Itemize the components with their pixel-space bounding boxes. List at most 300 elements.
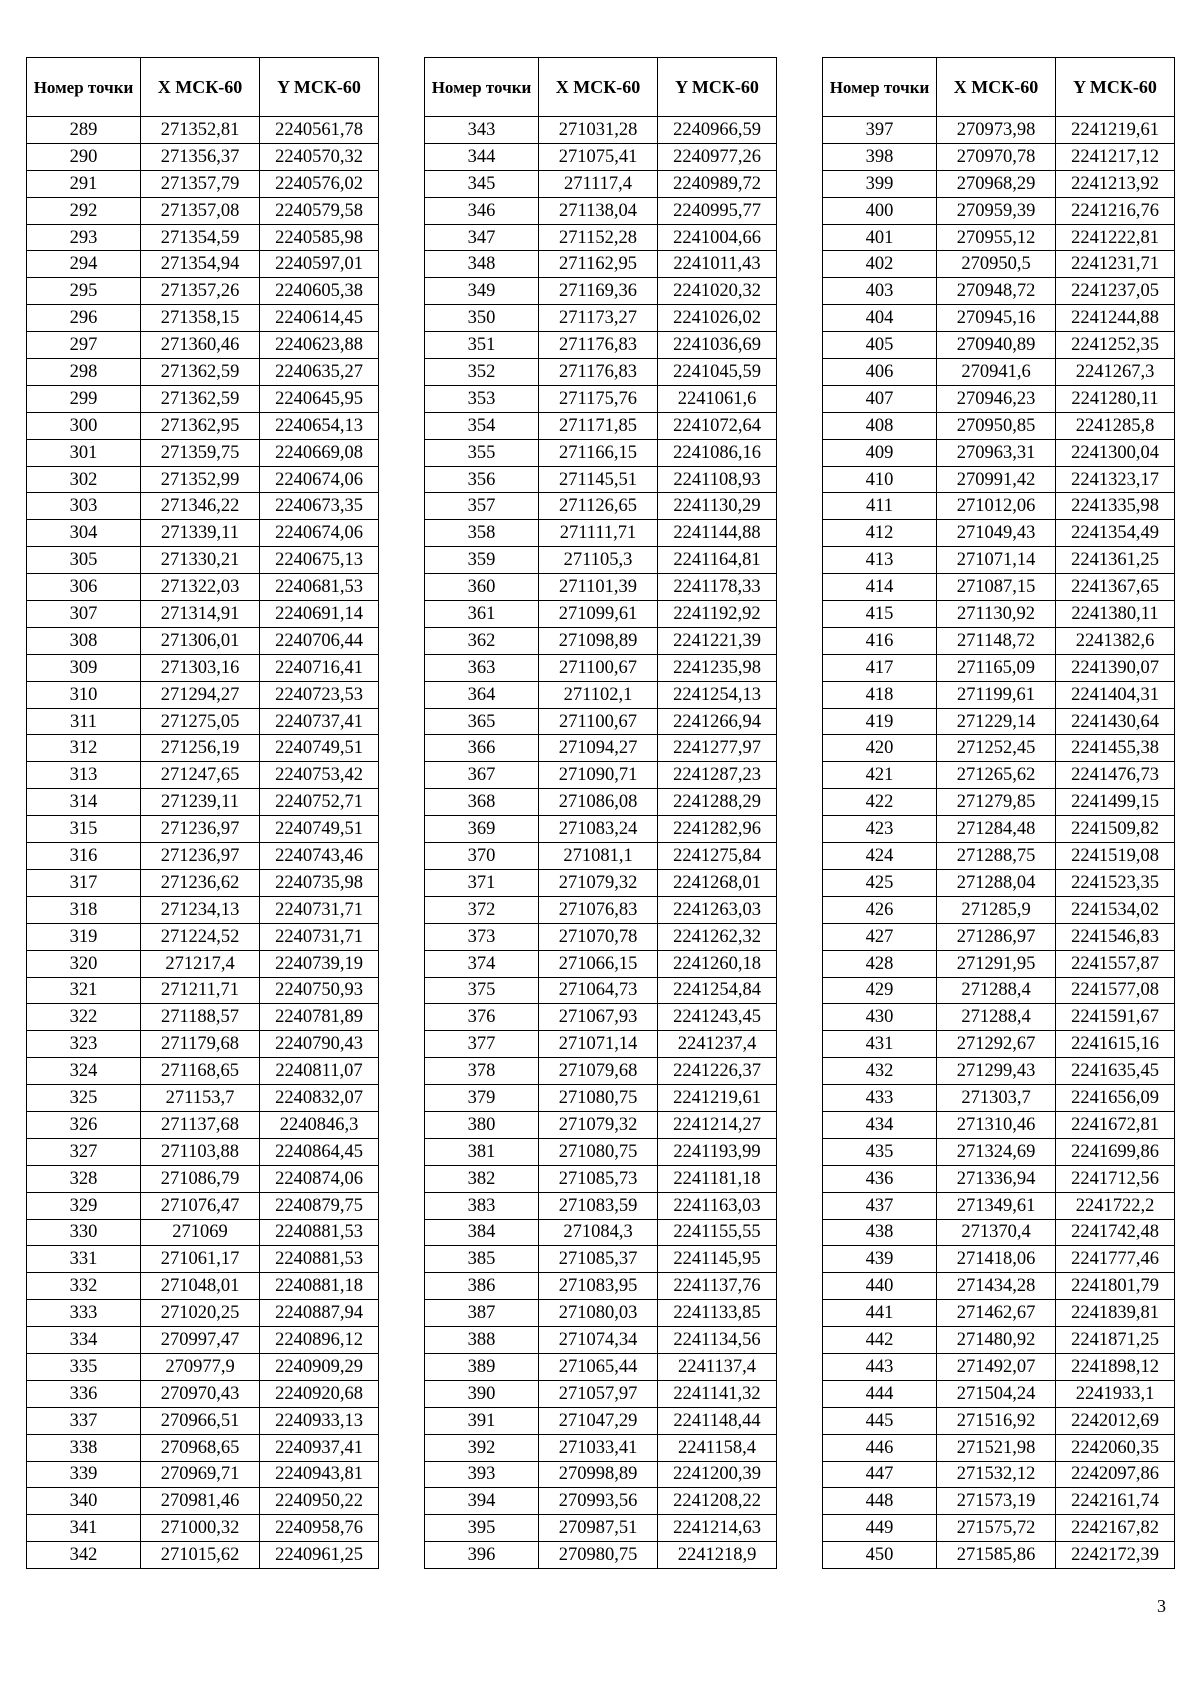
- table-row: [27, 789, 379, 816]
- point-number-cell: 357: [425, 493, 539, 520]
- table-row: [425, 789, 777, 816]
- x-coordinate-cell: 271103,88: [141, 1138, 260, 1165]
- point-number-cell: 376: [425, 1004, 539, 1031]
- table-row: [823, 1111, 1175, 1138]
- y-coordinate-cell: 2240781,89: [260, 1004, 379, 1031]
- point-number-cell: 442: [823, 1327, 937, 1354]
- table-row: [27, 1085, 379, 1112]
- y-coordinate-cell: 2241061,6: [658, 385, 777, 412]
- point-number-cell: 397: [823, 117, 937, 144]
- x-coordinate-cell: 270940,89: [937, 332, 1056, 359]
- point-number-cell: 372: [425, 896, 539, 923]
- x-coordinate-cell: 271057,97: [539, 1380, 658, 1407]
- x-coordinate-cell: 271239,11: [141, 789, 260, 816]
- table-row: [27, 1353, 379, 1380]
- header-y: Y МСК-60: [658, 58, 777, 117]
- point-number-cell: 425: [823, 869, 937, 896]
- y-coordinate-cell: 2241072,64: [658, 412, 777, 439]
- point-number-cell: 399: [823, 170, 937, 197]
- point-number-cell: 332: [27, 1273, 141, 1300]
- table-row: [27, 708, 379, 735]
- point-number-cell: 293: [27, 224, 141, 251]
- x-coordinate-cell: 271033,41: [539, 1434, 658, 1461]
- x-coordinate-cell: 270970,43: [141, 1380, 260, 1407]
- x-coordinate-cell: 271352,99: [141, 466, 260, 493]
- table-row: [425, 493, 777, 520]
- y-coordinate-cell: 2241933,1: [1056, 1380, 1175, 1407]
- point-number-cell: 355: [425, 439, 539, 466]
- x-coordinate-cell: 271179,68: [141, 1031, 260, 1058]
- point-number-cell: 302: [27, 466, 141, 493]
- table-row: [425, 1004, 777, 1031]
- table-row: [823, 1273, 1175, 1300]
- y-coordinate-cell: 2241390,07: [1056, 654, 1175, 681]
- y-coordinate-cell: 2241546,83: [1056, 923, 1175, 950]
- table-row: [823, 466, 1175, 493]
- point-number-cell: 319: [27, 923, 141, 950]
- y-coordinate-cell: 2241137,76: [658, 1273, 777, 1300]
- table-row: [823, 1300, 1175, 1327]
- table-row: [823, 1004, 1175, 1031]
- table-row: [823, 305, 1175, 332]
- y-coordinate-cell: 2241004,66: [658, 224, 777, 251]
- point-number-cell: 315: [27, 816, 141, 843]
- x-coordinate-cell: 271279,85: [937, 789, 1056, 816]
- point-number-cell: 391: [425, 1407, 539, 1434]
- point-number-cell: 340: [27, 1488, 141, 1515]
- point-number-cell: 373: [425, 923, 539, 950]
- table-row: [425, 923, 777, 950]
- y-coordinate-cell: 2241218,9: [658, 1542, 777, 1569]
- y-coordinate-cell: 2241108,93: [658, 466, 777, 493]
- x-coordinate-cell: 271306,01: [141, 627, 260, 654]
- point-number-cell: 417: [823, 654, 937, 681]
- x-coordinate-cell: 270968,65: [141, 1434, 260, 1461]
- table-row: [27, 923, 379, 950]
- point-number-cell: 438: [823, 1219, 937, 1246]
- point-number-cell: 371: [425, 869, 539, 896]
- point-number-cell: 370: [425, 843, 539, 870]
- point-number-cell: 419: [823, 708, 937, 735]
- x-coordinate-cell: 271071,14: [539, 1031, 658, 1058]
- y-coordinate-cell: 2240691,14: [260, 601, 379, 628]
- x-coordinate-cell: 271346,22: [141, 493, 260, 520]
- table-row: [823, 789, 1175, 816]
- table-row: [27, 493, 379, 520]
- header-point-number: Номер точки: [27, 58, 141, 117]
- point-number-cell: 292: [27, 197, 141, 224]
- y-coordinate-cell: 2240881,18: [260, 1273, 379, 1300]
- y-coordinate-cell: 2241577,08: [1056, 977, 1175, 1004]
- x-coordinate-cell: 271229,14: [937, 708, 1056, 735]
- x-coordinate-cell: 270968,29: [937, 170, 1056, 197]
- y-coordinate-cell: 2241252,35: [1056, 332, 1175, 359]
- point-number-cell: 351: [425, 332, 539, 359]
- point-number-cell: 364: [425, 681, 539, 708]
- point-number-cell: 339: [27, 1461, 141, 1488]
- table-row: [823, 332, 1175, 359]
- x-coordinate-cell: 271357,26: [141, 278, 260, 305]
- y-coordinate-cell: 2241193,99: [658, 1138, 777, 1165]
- y-coordinate-cell: 2241557,87: [1056, 950, 1175, 977]
- x-coordinate-cell: 271176,83: [539, 359, 658, 386]
- header-row: [27, 58, 379, 117]
- point-number-cell: 385: [425, 1246, 539, 1273]
- y-coordinate-cell: 2241026,02: [658, 305, 777, 332]
- point-number-cell: 361: [425, 601, 539, 628]
- table-row: [27, 170, 379, 197]
- x-coordinate-cell: 271137,68: [141, 1111, 260, 1138]
- table-row: [425, 843, 777, 870]
- table-row: [823, 1515, 1175, 1542]
- point-number-cell: 309: [27, 654, 141, 681]
- point-number-cell: 289: [27, 117, 141, 144]
- table-row: [425, 412, 777, 439]
- x-coordinate-cell: 271162,95: [539, 251, 658, 278]
- x-coordinate-cell: 271086,08: [539, 789, 658, 816]
- y-coordinate-cell: 2241134,56: [658, 1327, 777, 1354]
- point-number-cell: 312: [27, 735, 141, 762]
- point-number-cell: 432: [823, 1058, 937, 1085]
- table-row: [425, 1461, 777, 1488]
- x-coordinate-cell: 270997,47: [141, 1327, 260, 1354]
- point-number-cell: 314: [27, 789, 141, 816]
- point-number-cell: 447: [823, 1461, 937, 1488]
- x-coordinate-cell: 271362,95: [141, 412, 260, 439]
- table-row: [823, 923, 1175, 950]
- x-coordinate-cell: 271083,59: [539, 1192, 658, 1219]
- y-coordinate-cell: 2241455,38: [1056, 735, 1175, 762]
- x-coordinate-cell: 271265,62: [937, 762, 1056, 789]
- table-row: [27, 547, 379, 574]
- table-row: [27, 1434, 379, 1461]
- coordinate-tables: [26, 57, 1174, 1577]
- table-row: [27, 412, 379, 439]
- y-coordinate-cell: 2241036,69: [658, 332, 777, 359]
- y-coordinate-cell: 2241280,11: [1056, 385, 1175, 412]
- x-coordinate-cell: 271434,28: [937, 1273, 1056, 1300]
- point-number-cell: 291: [27, 170, 141, 197]
- y-coordinate-cell: 2240731,71: [260, 896, 379, 923]
- point-number-cell: 398: [823, 143, 937, 170]
- point-number-cell: 300: [27, 412, 141, 439]
- y-coordinate-cell: 2241144,88: [658, 520, 777, 547]
- x-coordinate-cell: 271148,72: [937, 627, 1056, 654]
- table-row: [823, 654, 1175, 681]
- table-row: [823, 869, 1175, 896]
- y-coordinate-cell: 2240739,19: [260, 950, 379, 977]
- y-coordinate-cell: 2241277,97: [658, 735, 777, 762]
- y-coordinate-cell: 2240950,22: [260, 1488, 379, 1515]
- y-coordinate-cell: 2242097,86: [1056, 1461, 1175, 1488]
- x-coordinate-cell: 271362,59: [141, 359, 260, 386]
- y-coordinate-cell: 2241476,73: [1056, 762, 1175, 789]
- y-coordinate-cell: 2240675,13: [260, 547, 379, 574]
- y-coordinate-cell: 2241148,44: [658, 1407, 777, 1434]
- point-number-cell: 320: [27, 950, 141, 977]
- x-coordinate-cell: 271130,92: [937, 601, 1056, 628]
- point-number-cell: 411: [823, 493, 937, 520]
- y-coordinate-cell: 2241282,96: [658, 816, 777, 843]
- x-coordinate-cell: 271188,57: [141, 1004, 260, 1031]
- x-coordinate-cell: 271294,27: [141, 681, 260, 708]
- table-row: [823, 1246, 1175, 1273]
- x-coordinate-cell: 271138,04: [539, 197, 658, 224]
- x-coordinate-cell: 271354,59: [141, 224, 260, 251]
- point-number-cell: 446: [823, 1434, 937, 1461]
- point-number-cell: 348: [425, 251, 539, 278]
- table-row: [425, 1353, 777, 1380]
- point-number-cell: 313: [27, 762, 141, 789]
- y-coordinate-cell: 2240654,13: [260, 412, 379, 439]
- point-number-cell: 422: [823, 789, 937, 816]
- table-row: [27, 1004, 379, 1031]
- table-row: [425, 1111, 777, 1138]
- x-coordinate-cell: 270959,39: [937, 197, 1056, 224]
- x-coordinate-cell: 271079,32: [539, 869, 658, 896]
- y-coordinate-cell: 2242167,82: [1056, 1515, 1175, 1542]
- table-row: [425, 466, 777, 493]
- table-row: [823, 1407, 1175, 1434]
- point-number-cell: 305: [27, 547, 141, 574]
- table-row: [425, 950, 777, 977]
- y-coordinate-cell: 2240920,68: [260, 1380, 379, 1407]
- y-coordinate-cell: 2240585,98: [260, 224, 379, 251]
- header-x: X МСК-60: [937, 58, 1056, 117]
- table-row: [27, 681, 379, 708]
- table-row: [27, 1138, 379, 1165]
- table-row: [27, 896, 379, 923]
- table-row: [27, 816, 379, 843]
- y-coordinate-cell: 2242012,69: [1056, 1407, 1175, 1434]
- table-row: [425, 1192, 777, 1219]
- x-coordinate-cell: 270991,42: [937, 466, 1056, 493]
- table-row: [27, 1488, 379, 1515]
- y-coordinate-cell: 2240749,51: [260, 816, 379, 843]
- table-row: [425, 278, 777, 305]
- table-row: [27, 1327, 379, 1354]
- y-coordinate-cell: 2240811,07: [260, 1058, 379, 1085]
- x-coordinate-cell: 271352,81: [141, 117, 260, 144]
- point-number-cell: 316: [27, 843, 141, 870]
- table-row: [27, 1407, 379, 1434]
- y-coordinate-cell: 2241777,46: [1056, 1246, 1175, 1273]
- x-coordinate-cell: 271015,62: [141, 1542, 260, 1569]
- point-number-cell: 350: [425, 305, 539, 332]
- y-coordinate-cell: 2241742,48: [1056, 1219, 1175, 1246]
- table-row: [823, 627, 1175, 654]
- y-coordinate-cell: 2240846,3: [260, 1111, 379, 1138]
- point-number-cell: 367: [425, 762, 539, 789]
- x-coordinate-cell: 270966,51: [141, 1407, 260, 1434]
- x-coordinate-cell: 270969,71: [141, 1461, 260, 1488]
- x-coordinate-cell: 271288,75: [937, 843, 1056, 870]
- x-coordinate-cell: 271275,05: [141, 708, 260, 735]
- x-coordinate-cell: 271070,78: [539, 923, 658, 950]
- x-coordinate-cell: 271288,4: [937, 1004, 1056, 1031]
- y-coordinate-cell: 2240743,46: [260, 843, 379, 870]
- table-row: [27, 869, 379, 896]
- x-coordinate-cell: 271069: [141, 1219, 260, 1246]
- table-row: [823, 843, 1175, 870]
- point-number-cell: 299: [27, 385, 141, 412]
- y-coordinate-cell: 2241222,81: [1056, 224, 1175, 251]
- x-coordinate-cell: 271234,13: [141, 896, 260, 923]
- x-coordinate-cell: 270987,51: [539, 1515, 658, 1542]
- point-number-cell: 342: [27, 1542, 141, 1569]
- point-number-cell: 445: [823, 1407, 937, 1434]
- point-number-cell: 358: [425, 520, 539, 547]
- y-coordinate-cell: 2240832,07: [260, 1085, 379, 1112]
- y-coordinate-cell: 2241164,81: [658, 547, 777, 574]
- table-row: [823, 359, 1175, 386]
- point-number-cell: 406: [823, 359, 937, 386]
- x-coordinate-cell: 271145,51: [539, 466, 658, 493]
- point-number-cell: 413: [823, 547, 937, 574]
- table-row: [425, 224, 777, 251]
- table-row: [425, 1327, 777, 1354]
- table-row: [823, 735, 1175, 762]
- point-number-cell: 421: [823, 762, 937, 789]
- point-number-cell: 301: [27, 439, 141, 466]
- x-coordinate-cell: 271217,4: [141, 950, 260, 977]
- y-coordinate-cell: 2241591,67: [1056, 1004, 1175, 1031]
- table-row: [27, 574, 379, 601]
- y-coordinate-cell: 2241130,29: [658, 493, 777, 520]
- point-number-cell: 297: [27, 332, 141, 359]
- y-coordinate-cell: 2241699,86: [1056, 1138, 1175, 1165]
- header-point-number: Номер точки: [823, 58, 937, 117]
- x-coordinate-cell: 271087,15: [937, 574, 1056, 601]
- point-number-cell: 416: [823, 627, 937, 654]
- y-coordinate-cell: 2240723,53: [260, 681, 379, 708]
- point-number-cell: 296: [27, 305, 141, 332]
- y-coordinate-cell: 2240937,41: [260, 1434, 379, 1461]
- coordinates-table-2: [424, 57, 777, 1569]
- y-coordinate-cell: 2240645,95: [260, 385, 379, 412]
- point-number-cell: 450: [823, 1542, 937, 1569]
- table-row: [27, 305, 379, 332]
- x-coordinate-cell: 271085,37: [539, 1246, 658, 1273]
- x-coordinate-cell: 271102,1: [539, 681, 658, 708]
- point-number-cell: 420: [823, 735, 937, 762]
- table-row: [823, 385, 1175, 412]
- y-coordinate-cell: 2241871,25: [1056, 1327, 1175, 1354]
- x-coordinate-cell: 271303,7: [937, 1085, 1056, 1112]
- point-number-cell: 402: [823, 251, 937, 278]
- x-coordinate-cell: 271000,32: [141, 1515, 260, 1542]
- table-row: [823, 601, 1175, 628]
- point-number-cell: 448: [823, 1488, 937, 1515]
- point-number-cell: 410: [823, 466, 937, 493]
- y-coordinate-cell: 2240961,25: [260, 1542, 379, 1569]
- table-row: [425, 1542, 777, 1569]
- y-coordinate-cell: 2241380,11: [1056, 601, 1175, 628]
- y-coordinate-cell: 2241219,61: [658, 1085, 777, 1112]
- y-coordinate-cell: 2241226,37: [658, 1058, 777, 1085]
- point-number-cell: 405: [823, 332, 937, 359]
- table-row: [823, 1434, 1175, 1461]
- x-coordinate-cell: 271303,16: [141, 654, 260, 681]
- point-number-cell: 439: [823, 1246, 937, 1273]
- table-row: [27, 1031, 379, 1058]
- y-coordinate-cell: 2241382,6: [1056, 627, 1175, 654]
- x-coordinate-cell: 271086,79: [141, 1165, 260, 1192]
- x-coordinate-cell: 271152,28: [539, 224, 658, 251]
- table-row: [823, 1165, 1175, 1192]
- point-number-cell: 329: [27, 1192, 141, 1219]
- y-coordinate-cell: 2241266,94: [658, 708, 777, 735]
- x-coordinate-cell: 271085,73: [539, 1165, 658, 1192]
- x-coordinate-cell: 271080,75: [539, 1138, 658, 1165]
- point-number-cell: 427: [823, 923, 937, 950]
- y-coordinate-cell: 2240881,53: [260, 1219, 379, 1246]
- table-row: [425, 251, 777, 278]
- x-coordinate-cell: 271256,19: [141, 735, 260, 762]
- table-row: [425, 977, 777, 1004]
- y-coordinate-cell: 2240995,77: [658, 197, 777, 224]
- x-coordinate-cell: 271099,61: [539, 601, 658, 628]
- table-row: [27, 950, 379, 977]
- y-coordinate-cell: 2240874,06: [260, 1165, 379, 1192]
- y-coordinate-cell: 2241181,18: [658, 1165, 777, 1192]
- y-coordinate-cell: 2240750,93: [260, 977, 379, 1004]
- y-coordinate-cell: 2241219,61: [1056, 117, 1175, 144]
- point-number-cell: 428: [823, 950, 937, 977]
- x-coordinate-cell: 271080,75: [539, 1085, 658, 1112]
- y-coordinate-cell: 2240737,41: [260, 708, 379, 735]
- y-coordinate-cell: 2241898,12: [1056, 1353, 1175, 1380]
- point-number-cell: 354: [425, 412, 539, 439]
- y-coordinate-cell: 2241268,01: [658, 869, 777, 896]
- point-number-cell: 418: [823, 681, 937, 708]
- y-coordinate-cell: 2241260,18: [658, 950, 777, 977]
- y-coordinate-cell: 2241192,92: [658, 601, 777, 628]
- table-row: [425, 1300, 777, 1327]
- y-coordinate-cell: 2241235,98: [658, 654, 777, 681]
- x-coordinate-cell: 271090,71: [539, 762, 658, 789]
- table-row: [425, 869, 777, 896]
- y-coordinate-cell: 2241254,13: [658, 681, 777, 708]
- header-y: Y МСК-60: [260, 58, 379, 117]
- x-coordinate-cell: 270945,16: [937, 305, 1056, 332]
- table-row: [27, 1542, 379, 1569]
- x-coordinate-cell: 271299,43: [937, 1058, 1056, 1085]
- point-number-cell: 375: [425, 977, 539, 1004]
- table-row: [823, 170, 1175, 197]
- y-coordinate-cell: 2240576,02: [260, 170, 379, 197]
- x-coordinate-cell: 271171,85: [539, 412, 658, 439]
- table-row: [425, 896, 777, 923]
- x-coordinate-cell: 271065,44: [539, 1353, 658, 1380]
- x-coordinate-cell: 271080,03: [539, 1300, 658, 1327]
- point-number-cell: 363: [425, 654, 539, 681]
- y-coordinate-cell: 2240790,43: [260, 1031, 379, 1058]
- point-number-cell: 429: [823, 977, 937, 1004]
- x-coordinate-cell: 271573,19: [937, 1488, 1056, 1515]
- table-row: [27, 843, 379, 870]
- point-number-cell: 317: [27, 869, 141, 896]
- point-number-cell: 362: [425, 627, 539, 654]
- x-coordinate-cell: 270955,12: [937, 224, 1056, 251]
- table-row: [425, 1219, 777, 1246]
- point-number-cell: 424: [823, 843, 937, 870]
- y-coordinate-cell: 2241045,59: [658, 359, 777, 386]
- y-coordinate-cell: 2240735,98: [260, 869, 379, 896]
- table-row: [425, 1380, 777, 1407]
- x-coordinate-cell: 271176,83: [539, 332, 658, 359]
- y-coordinate-cell: 2241288,29: [658, 789, 777, 816]
